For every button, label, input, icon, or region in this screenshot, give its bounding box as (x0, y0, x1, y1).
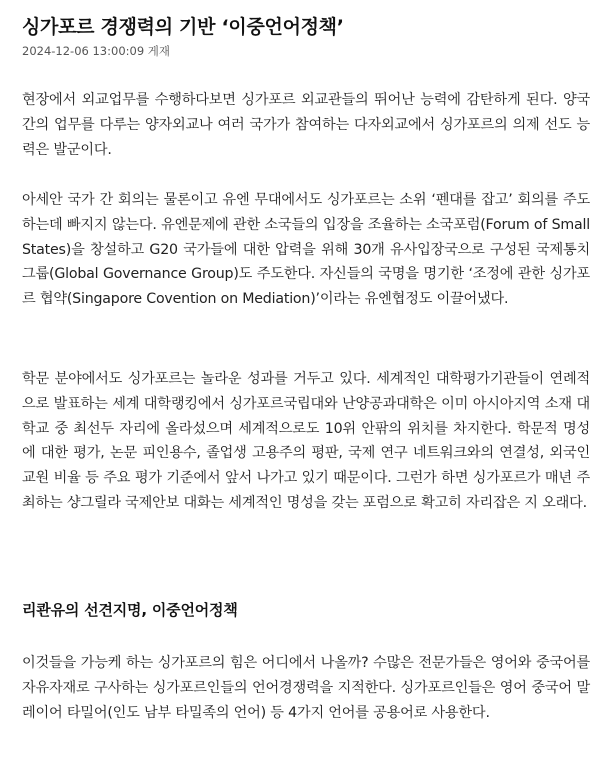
article-paragraph: 아세안 국가 간 회의는 물론이고 유엔 무대에서도 싱가포르는 소위 ‘펜대를 잡고’ 회의를 주도하는데 빠지지 않는다. 유엔문제에 관한 소국들의 입장을 조율하는 소국포럼(Forum of Small States)을 창설하고 G20 국가들에 대한 압력을 위해 30개 유사입장국으로 구성된 국제통치그룹(Global Governance Group)도 주도한다. 자신들의 국명을 명기한 ‘조정에 관한 싱가포르 협약(Singapore Covention on Mediation)’이라는 유엔협정도 이끌어냈다. (22, 192, 590, 308)
article-paragraph: 현장에서 외교업무를 수행하다보면 싱가포르 외교관들의 뛰어난 능력에 감탄하게 된다. 양국 간의 업무를 다루는 양자외교나 여러 국가가 참여하는 다자외교에서 싱가포르의 의제 선도 능력은 발군이다. (22, 92, 590, 158)
article-timestamp: 2024-12-06 13:00:09 게재 (22, 44, 171, 58)
article-paragraph: 이것들을 가능케 하는 싱가포르의 힘은 어디에서 나올까? 수많은 전문가들은 영어와 중국어를 자유자재로 구사하는 싱가포르인들의 언어경쟁력을 지적한다. 싱가포르인들은 영어 중국어 말레이어 타밀어(인도 남부 타밀족의 언어) 등 4가지 언어를 공용어로 사용한다. (22, 655, 590, 721)
article-subheading: 리콴유의 선견지명, 이중언어정책 (22, 601, 238, 619)
article-title: 싱가포르 경쟁력의 기반 ‘이중언어정책’ (22, 16, 344, 38)
article-paragraph: 학문 분야에서도 싱가포르는 놀라운 성과를 거두고 있다. 세계적인 대학평가기관들이 연례적으로 발표하는 세계 대학랭킹에서 싱가포르국립대와 난양공과대학은 이미 아시아지역 소재 대학교 중 최선두 자리에 올라섰으며 세계적으로도 10위 안팎의 위치를 차지한다. 학문적 명성에 대한 평가, 논문 피인용수, 졸업생 고용주의 평판, 국제 연구 네트워크와의 연결성, 외국인 교원 비율 등 주요 평가 기준에서 앞서 나가고 있기 때문이다. 그런가 하면 싱가포르가 매년 주최하는 샹그릴라 국제안보 대화는 세계적인 명성을 갖는 포럼으로 확고히 자리잡은 지 오래다. (22, 371, 590, 511)
